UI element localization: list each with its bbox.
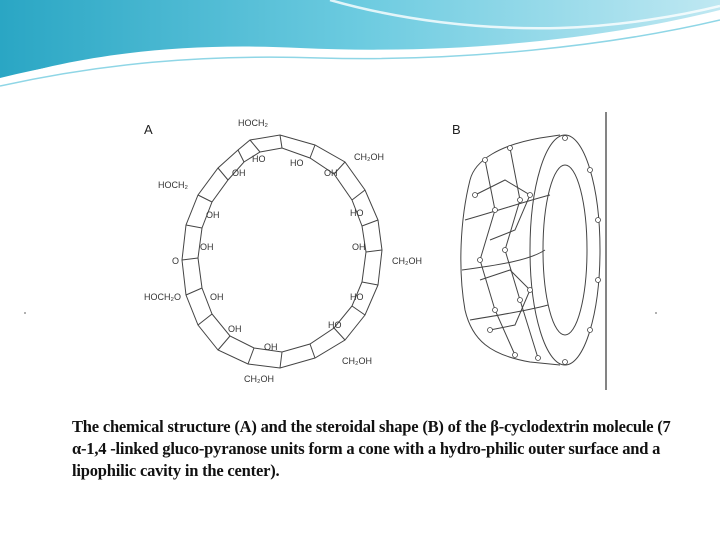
- atom-label: CH₂OH: [354, 152, 384, 162]
- panel-a-atom-labels: [144, 118, 422, 384]
- scan-artifact-dot: [24, 312, 26, 314]
- atom-label: O: [172, 256, 180, 266]
- atom-label: HO: [252, 154, 266, 164]
- atom-label: OH: [200, 242, 214, 252]
- panel-b-cone-shape: [461, 135, 600, 365]
- atom-label: OH: [206, 210, 220, 220]
- atom-label: HOCH₂: [158, 180, 188, 190]
- atom-label: HOCH₂O: [144, 292, 181, 302]
- header-wave-decoration: [0, 0, 720, 90]
- atom-label: HO: [350, 208, 364, 218]
- atom-label: OH: [232, 168, 246, 178]
- panel-a-label: A: [144, 122, 153, 137]
- atom-label: CH₂OH: [244, 374, 274, 384]
- panel-b-label: B: [452, 122, 461, 137]
- atom-label: OH: [264, 342, 278, 352]
- atom-label: OH: [352, 242, 366, 252]
- atom-label: HO: [328, 320, 342, 330]
- scan-artifact-dot: [655, 312, 657, 314]
- atom-label: OH: [324, 168, 338, 178]
- atom-label: HOCH₂: [238, 118, 268, 128]
- figure-caption: The chemical structure (A) and the steroidal shape (B) of the β-cyclodextrin molecule (7 α-1,4 -linked gluco-pyranose units form a cone with a hydro-philic outer surface and a lipophilic cavity in the center).: [72, 417, 671, 480]
- atom-label: OH: [210, 292, 224, 302]
- beta-cyclodextrin-figure: [120, 100, 620, 400]
- panel-b-atom-nodes: [473, 136, 601, 365]
- atom-label: OH: [228, 324, 242, 334]
- atom-label: HO: [350, 292, 364, 302]
- atom-label: HO: [290, 158, 304, 168]
- atom-label: CH₂OH: [342, 356, 372, 366]
- atom-label: CH₂OH: [392, 256, 422, 266]
